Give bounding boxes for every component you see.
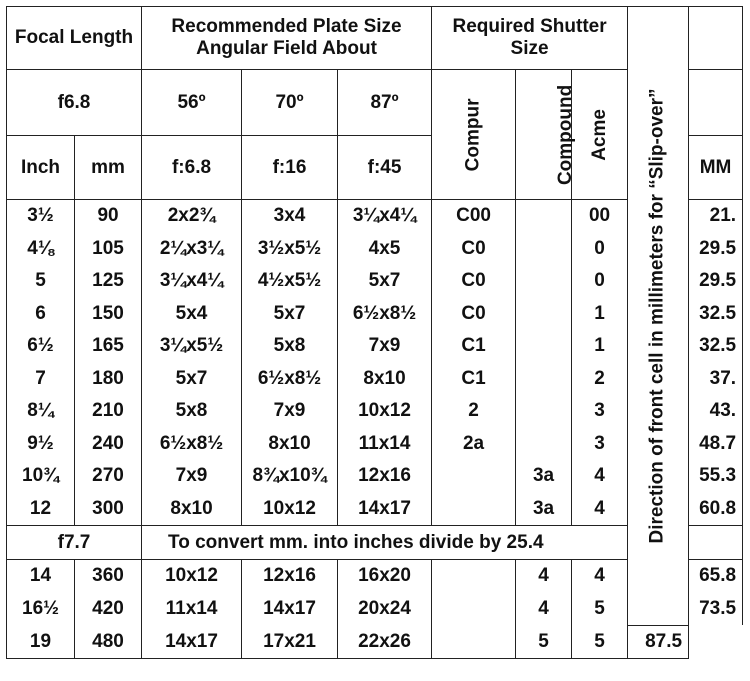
aperture-f77-label: f7.7 [7, 526, 142, 560]
compound-cell: 5 [516, 625, 572, 659]
plate-70-cell: 8x10 [242, 428, 338, 461]
plate-70-cell: 8¾x10¾ [242, 460, 338, 493]
plate-87-cell: 10x12 [338, 395, 432, 428]
plate-87-cell: 7x9 [338, 330, 432, 363]
plate-56-cell: 14x17 [142, 625, 242, 659]
plate-87-cell: 6½x8½ [338, 298, 432, 331]
slip-over-mm-cell: 29.5 [689, 265, 743, 298]
aperture-f68-label: f6.8 [7, 70, 142, 136]
slip-over-mm-cell: 32.5 [689, 298, 743, 331]
inch-cell: 10¾ [7, 460, 75, 493]
slip-over-direction-column [628, 7, 689, 626]
plate-56-cell: 2x2¾ [142, 200, 242, 233]
plate-56-cell: 3¼x5½ [142, 330, 242, 363]
compound-cell [516, 233, 572, 266]
compur-cell: C00 [432, 200, 516, 233]
compound-cell [516, 428, 572, 461]
mm-header: mm [75, 136, 142, 200]
plate-87-cell: 22x26 [338, 625, 432, 659]
compound-header: Compound [516, 70, 572, 200]
plate-70-cell: 6½x8½ [242, 363, 338, 396]
plate-56-cell: 8x10 [142, 493, 242, 526]
acme-cell: 5 [572, 625, 628, 659]
compur-cell: C0 [432, 265, 516, 298]
plate-87-cell: 11x14 [338, 428, 432, 461]
acme-cell: 3 [572, 395, 628, 428]
compound-cell [516, 265, 572, 298]
inch-cell: 9½ [7, 428, 75, 461]
inch-cell: 6 [7, 298, 75, 331]
plate-87-cell: 4x5 [338, 233, 432, 266]
acme-cell: 00 [572, 200, 628, 233]
mm-cell: 420 [75, 593, 142, 626]
slip-over-direction-label: Direction of front cell in millimeters for “Slip-over” [646, 88, 668, 544]
slip-over-mm-cell: 87.5 [628, 625, 689, 659]
compur-cell [432, 560, 516, 593]
slip-over-mm-cell: 73.5 [689, 593, 743, 626]
stop-f16-header: f:16 [242, 136, 338, 200]
compound-cell [516, 363, 572, 396]
plate-87-cell: 14x17 [338, 493, 432, 526]
slip-over-mm-cell: 29.5 [689, 233, 743, 266]
plate-56-cell: 5x8 [142, 395, 242, 428]
compur-cell: C0 [432, 233, 516, 266]
plate-56-cell: 2¼x3¼ [142, 233, 242, 266]
slip-over-mm-cell: 43. [689, 395, 743, 428]
plate-87-cell: 5x7 [338, 265, 432, 298]
acme-cell: 5 [572, 593, 628, 626]
compound-cell: 4 [516, 593, 572, 626]
plate-87-cell: 8x10 [338, 363, 432, 396]
table-row [7, 625, 743, 659]
angle-70-header: 70º [242, 70, 338, 136]
mm-cell: 125 [75, 265, 142, 298]
slip-over-mm-cell: 55.3 [689, 460, 743, 493]
mm-cell: 150 [75, 298, 142, 331]
compur-cell [432, 460, 516, 493]
focal-length-header: Focal Length [7, 7, 142, 70]
plate-56-cell: 5x4 [142, 298, 242, 331]
plate-70-cell: 17x21 [242, 625, 338, 659]
acme-header: Acme [572, 70, 628, 200]
compound-cell: 3a [516, 460, 572, 493]
inch-cell: 12 [7, 493, 75, 526]
compur-cell [432, 625, 516, 659]
compur-cell: 2a [432, 428, 516, 461]
inch-cell: 3½ [7, 200, 75, 233]
mm-cell: 240 [75, 428, 142, 461]
plate-87-cell: 20x24 [338, 593, 432, 626]
plate-70-cell: 10x12 [242, 493, 338, 526]
inch-cell: 16½ [7, 593, 75, 626]
acme-cell: 1 [572, 330, 628, 363]
mm-to-inches-note: To convert mm. into inches divide by 25.4 [142, 526, 628, 560]
acme-cell: 4 [572, 493, 628, 526]
compur-cell: C1 [432, 363, 516, 396]
acme-cell: 1 [572, 298, 628, 331]
mm-cell: 300 [75, 493, 142, 526]
compound-cell [516, 298, 572, 331]
compound-cell [516, 330, 572, 363]
inch-cell: 8¼ [7, 395, 75, 428]
plate-70-cell: 3x4 [242, 200, 338, 233]
plate-70-cell: 5x7 [242, 298, 338, 331]
compur-cell [432, 493, 516, 526]
acme-cell: 0 [572, 233, 628, 266]
plate-56-cell: 7x9 [142, 460, 242, 493]
plate-size-header: Recommended Plate Size Angular Field About [142, 7, 432, 70]
compound-cell [516, 395, 572, 428]
mm-cell: 90 [75, 200, 142, 233]
plate-70-cell: 4½x5½ [242, 265, 338, 298]
plate-70-cell: 3½x5½ [242, 233, 338, 266]
plate-87-cell: 3¼x4¼ [338, 200, 432, 233]
plate-70-cell: 14x17 [242, 593, 338, 626]
mm-cell: 105 [75, 233, 142, 266]
lens-specification-table [6, 6, 743, 659]
inch-cell: 4⅛ [7, 233, 75, 266]
angle-56-header: 56º [142, 70, 242, 136]
slip-over-mm-cell: 21. [689, 200, 743, 233]
stop-f45-header: f:45 [338, 136, 432, 200]
plate-56-cell: 11x14 [142, 593, 242, 626]
inch-cell: 14 [7, 560, 75, 593]
plate-87-cell: 16x20 [338, 560, 432, 593]
acme-cell: 4 [572, 460, 628, 493]
plate-56-cell: 6½x8½ [142, 428, 242, 461]
compound-cell: 4 [516, 560, 572, 593]
compur-cell: C1 [432, 330, 516, 363]
plate-70-cell: 12x16 [242, 560, 338, 593]
plate-56-cell: 5x7 [142, 363, 242, 396]
mm-cell: 165 [75, 330, 142, 363]
slip-over-separator-cell [689, 526, 743, 560]
compur-cell: 2 [432, 395, 516, 428]
plate-70-cell: 5x8 [242, 330, 338, 363]
compur-cell: C0 [432, 298, 516, 331]
plate-56-cell: 3¼x4¼ [142, 265, 242, 298]
stop-f68-header: f:6.8 [142, 136, 242, 200]
angle-87-header: 87º [338, 70, 432, 136]
plate-87-cell: 12x16 [338, 460, 432, 493]
acme-cell: 2 [572, 363, 628, 396]
slip-over-mm-cell: 65.8 [689, 560, 743, 593]
mm-cell: 480 [75, 625, 142, 659]
compur-cell [432, 593, 516, 626]
mm-cell: 360 [75, 560, 142, 593]
slip-over-mm-header: MM [689, 136, 743, 200]
mm-cell: 180 [75, 363, 142, 396]
plate-56-cell: 10x12 [142, 560, 242, 593]
shutter-size-header: Required Shutter Size [432, 7, 628, 70]
compur-header: Compur [432, 70, 516, 200]
compound-cell: 3a [516, 493, 572, 526]
slip-over-mm-cell: 32.5 [689, 330, 743, 363]
acme-cell: 0 [572, 265, 628, 298]
inch-cell: 6½ [7, 330, 75, 363]
acme-cell: 3 [572, 428, 628, 461]
slip-over-mm-cell: 48.7 [689, 428, 743, 461]
slip-over-mm-cell: 37. [689, 363, 743, 396]
inch-cell: 19 [7, 625, 75, 659]
plate-70-cell: 7x9 [242, 395, 338, 428]
compound-cell [516, 200, 572, 233]
mm-cell: 210 [75, 395, 142, 428]
acme-cell: 4 [572, 560, 628, 593]
mm-column-top-cell [689, 7, 743, 70]
inch-cell: 5 [7, 265, 75, 298]
inch-cell: 7 [7, 363, 75, 396]
inch-header: Inch [7, 136, 75, 200]
mm-column-mid-cell [689, 70, 743, 136]
mm-cell: 270 [75, 460, 142, 493]
slip-over-mm-cell: 60.8 [689, 493, 743, 526]
